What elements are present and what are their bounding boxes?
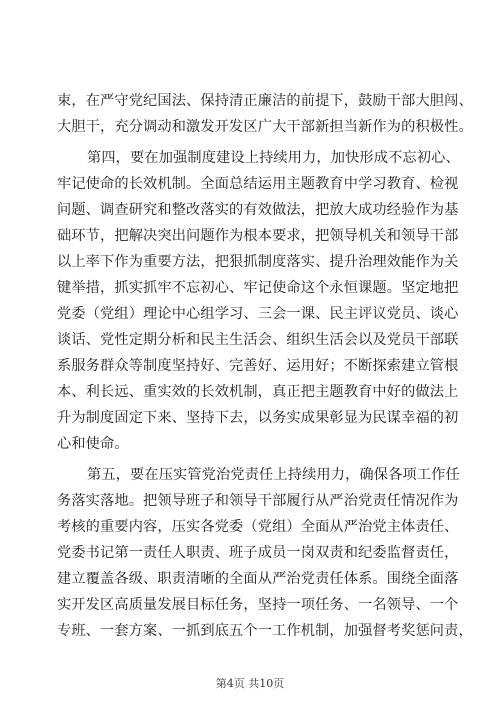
- text-line: 系服务群众等制度坚持好、完善好、运用好；不断探索建立管根: [57, 358, 459, 374]
- text-line: 牢记使命的长效机制。全面总结运用主题教育中学习教育、检视: [57, 176, 459, 192]
- page-number: 第4页 共10页: [215, 677, 285, 690]
- text-line: 键举措，抓实抓牢不忘初心、牢记使命这个永恒课题。坚定地把: [57, 280, 459, 296]
- text-line: 第四，要在加强制度建设上持续用力，加快形成不忘初心、: [87, 150, 460, 166]
- text-line: 务落实落地。把领导班子和领导干部履行从严治党责任情况作为: [57, 493, 459, 509]
- text-line: 本、利长远、重实效的长效机制，真正把主题教育中好的做法上: [57, 384, 459, 400]
- text-line: 大胆干，充分调动和激发开发区广大干部新担当新作为的积极性。: [57, 119, 473, 135]
- text-line: 础环节，把解决突出问题作为根本要求，把领导机关和领导干部: [57, 228, 459, 244]
- text-line: 建立覆盖各级、职责清晰的全面从严治党责任体系。围绕全面落: [57, 571, 459, 587]
- text-line: 以上率下作为重要方法，把狠抓制度落实、提升治理效能作为关: [57, 254, 459, 270]
- text-line: 升为制度固定下来、坚持下去，以务实成果彰显为民谋幸福的初: [57, 410, 459, 426]
- text-line: 党委书记第一责任人职责、班子成员一岗双责和纪委监督责任，: [57, 545, 459, 561]
- text-line: 束，在严守党纪国法、保持清正廉洁的前提下，鼓励干部大胆闯、: [57, 93, 473, 109]
- text-line: 谈话、党性定期分析和民主生活会、组织生活会以及党员干部联: [57, 332, 459, 348]
- text-line: 党委（党组）理论中心组学习、三会一课、民主评议党员、谈心: [57, 306, 459, 322]
- text-line: 专班、一套方案、一抓到底五个一工作机制，加强督考奖惩问责，: [57, 623, 473, 639]
- text-line: 实开发区高质量发展目标任务，坚持一项任务、一名领导、一个: [57, 597, 459, 613]
- text-line: 心和使命。: [57, 436, 129, 452]
- text-line: 考核的重要内容，压实各党委（党组）全面从严治党主体责任、: [57, 519, 459, 535]
- text-line: 问题、调查研究和整改落实的有效做法，把放大成功经验作为基: [57, 202, 459, 218]
- text-line: 第五，要在压实管党治党责任上持续用力，确保各项工作任: [87, 467, 460, 483]
